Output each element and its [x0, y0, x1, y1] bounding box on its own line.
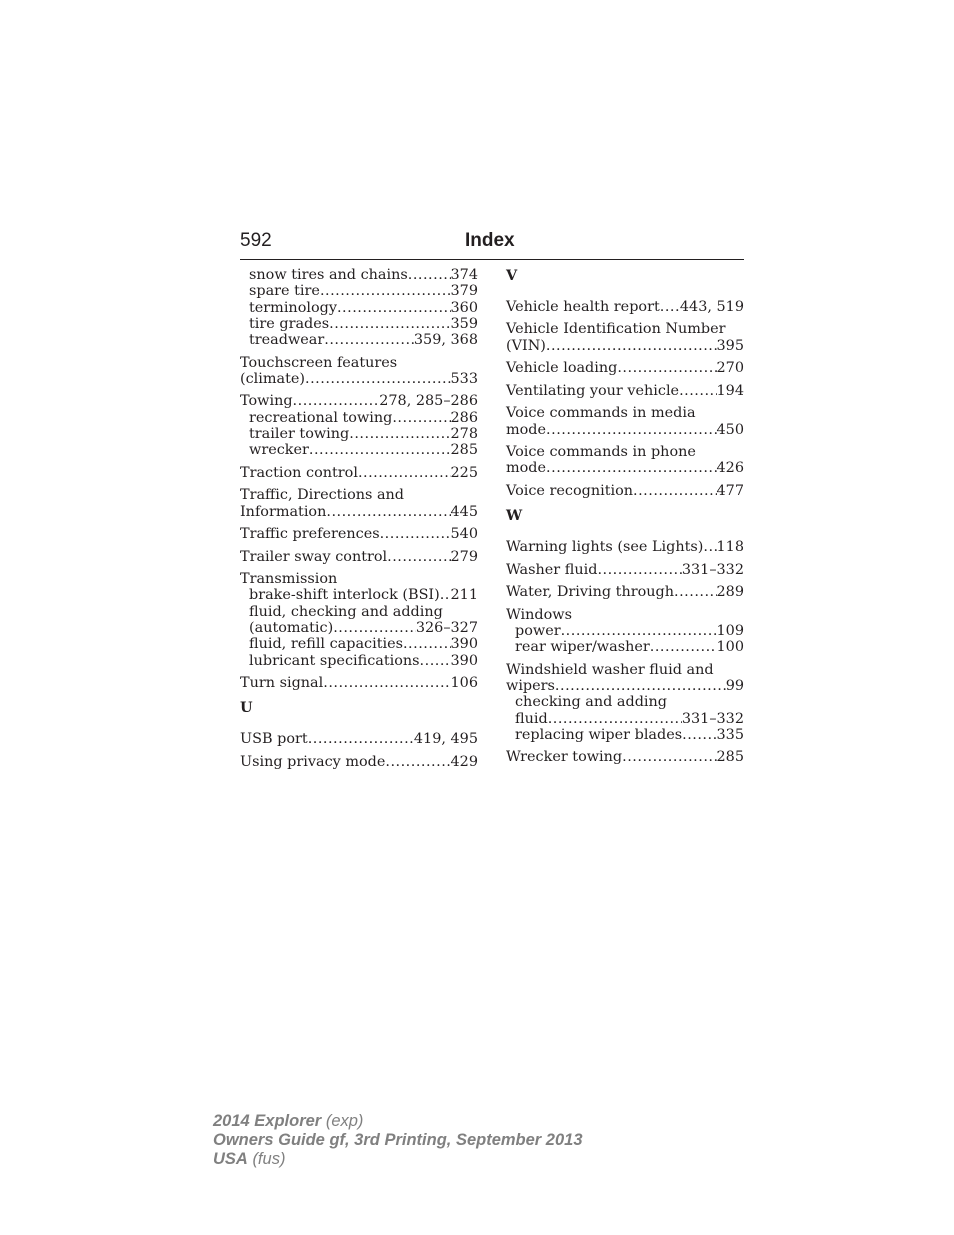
entry-term: Washer fluid	[506, 561, 598, 578]
dot-leader	[329, 316, 450, 332]
dot-leader	[650, 639, 717, 655]
index-entry	[240, 393, 478, 458]
index-subentry-line	[240, 300, 478, 316]
section-letter: U	[240, 699, 253, 717]
entry-term: Water, Driving through	[506, 584, 675, 601]
dot-leader	[561, 623, 717, 639]
index-entry-line	[506, 584, 744, 600]
index-entry	[506, 444, 744, 477]
index-entry-line	[506, 607, 744, 623]
entry-page-ref: 279	[450, 548, 478, 565]
index-entry-line	[506, 678, 744, 694]
page-title: Index	[465, 230, 515, 251]
index-entry-line	[506, 444, 744, 460]
index-entry	[506, 562, 744, 578]
entry-page-ref: 477	[716, 482, 744, 499]
index-entry	[506, 360, 744, 376]
index-column-right	[506, 267, 744, 772]
entry-term: lubricant specifications	[249, 652, 420, 669]
index-entry-line	[240, 754, 478, 770]
entry-term: Traffic, Directions and	[240, 487, 405, 504]
entry-term: (climate)	[240, 370, 306, 387]
entry-term: Information	[240, 503, 327, 520]
index-subentry-line	[240, 620, 478, 636]
document-footer	[213, 1112, 583, 1169]
index-subentry-line	[240, 587, 478, 603]
entry-page-ref: 211	[450, 587, 478, 604]
index-entry-line	[506, 749, 744, 765]
index-entry-line	[240, 465, 478, 481]
entry-page-ref: 326–327	[415, 619, 478, 636]
index-entry-line	[240, 371, 478, 387]
footer-line-2: Owners Guide gf, 3rd Printing, September 2013	[213, 1131, 583, 1149]
index-entry-line	[240, 504, 478, 520]
index-entry-line	[240, 571, 478, 587]
section-letter: V	[506, 267, 518, 284]
entry-page-ref: 289	[716, 584, 744, 601]
entry-term: Voice commands in media	[506, 405, 696, 422]
index-entry	[506, 299, 744, 315]
entry-term: Trailer sway control	[240, 548, 388, 565]
index-entry	[240, 267, 478, 348]
entry-page-ref: 390	[450, 652, 478, 669]
entry-page-ref: 443, 519	[679, 299, 744, 315]
index-subentry-line	[240, 442, 478, 458]
entry-term: wrecker	[249, 442, 309, 459]
index-entry-line	[240, 355, 478, 371]
dot-leader	[597, 562, 681, 578]
index-entry	[506, 483, 744, 499]
entry-term: terminology	[249, 299, 337, 316]
dot-leader	[324, 332, 414, 348]
index-entry	[240, 526, 478, 542]
index-entry-line	[240, 549, 478, 565]
entry-page-ref: 106	[450, 675, 478, 692]
entry-page-ref: 99	[725, 677, 744, 694]
entry-page-ref: 540	[450, 526, 478, 543]
entry-page-ref: 360	[450, 299, 478, 316]
entry-page-ref: 374	[450, 267, 478, 283]
entry-term: (automatic)	[249, 619, 334, 636]
entry-term: treadwear	[249, 332, 325, 349]
entry-page-ref: 390	[450, 636, 478, 653]
dot-leader	[403, 636, 451, 652]
entry-page-ref: 270	[716, 360, 744, 377]
dot-leader	[679, 383, 716, 399]
entry-term: recreational towing	[249, 409, 393, 426]
dot-leader	[633, 483, 717, 499]
page-header	[240, 229, 744, 260]
dot-leader	[305, 371, 451, 387]
index-entry-line	[506, 405, 744, 421]
index-entry-line	[506, 338, 744, 354]
index-subentry-line	[240, 283, 478, 299]
entry-term: mode	[506, 421, 547, 438]
index-entry	[506, 539, 744, 555]
entry-term: snow tires and chains	[249, 267, 408, 283]
entry-page-ref: 285	[716, 749, 744, 766]
entry-term: Vehicle health report	[506, 299, 660, 315]
entry-page-ref: 109	[716, 622, 744, 639]
entry-page-ref: 286	[450, 409, 478, 426]
entry-term: replacing wiper blades	[515, 726, 683, 743]
entry-page-ref: 359	[450, 315, 478, 332]
entry-term: Towing	[240, 393, 293, 410]
dot-leader	[385, 754, 450, 770]
entry-page-ref: 278, 285–286	[379, 393, 478, 410]
entry-term: Ventilating your vehicle	[506, 382, 680, 399]
index-entry	[240, 571, 478, 669]
dot-leader	[703, 539, 716, 555]
dot-leader	[333, 620, 416, 636]
entry-term: fluid	[515, 710, 548, 727]
index-entry-line	[506, 360, 744, 376]
index-entry	[506, 584, 744, 600]
dot-leader	[546, 422, 716, 438]
index-entry	[506, 321, 744, 354]
entry-page-ref: 533	[450, 370, 478, 387]
entry-page-ref: 118	[716, 539, 744, 556]
page-number: 592	[240, 230, 272, 251]
index-entry	[240, 549, 478, 565]
index-entry	[240, 355, 478, 388]
entry-page-ref: 100	[716, 639, 744, 656]
entry-page-ref: 445	[450, 503, 478, 520]
index-subentry-line	[240, 316, 478, 332]
dot-leader	[555, 678, 726, 694]
index-subentry-line	[240, 267, 478, 283]
dot-leader	[546, 338, 717, 354]
dot-leader	[349, 426, 450, 442]
dot-leader	[293, 393, 380, 409]
dot-leader	[320, 283, 451, 299]
entry-term: Vehicle Identification Number	[506, 321, 726, 338]
entry-page-ref: 429	[450, 753, 478, 770]
footer-line-1: 2014 Explorer (exp)	[213, 1112, 364, 1130]
dot-leader	[548, 711, 682, 727]
index-subentry-line	[240, 604, 478, 620]
dot-leader	[682, 727, 716, 743]
entry-page-ref: 335	[716, 726, 744, 743]
entry-term: Using privacy mode	[240, 753, 386, 770]
entry-term: trailer towing	[249, 426, 350, 443]
index-entry	[506, 662, 744, 743]
entry-page-ref: 419, 495	[413, 731, 478, 748]
index-entry	[240, 465, 478, 481]
entry-page-ref: 379	[450, 283, 478, 300]
dot-leader	[674, 584, 717, 600]
index-entry-line	[506, 321, 744, 337]
dot-leader	[420, 653, 451, 669]
index-entry-line	[506, 299, 744, 315]
index-entry-line	[506, 483, 744, 499]
entry-page-ref: 395	[716, 337, 744, 354]
entry-term: fluid, refill capacities	[249, 636, 403, 653]
index-subentry-line	[240, 426, 478, 442]
entry-page-ref: 225	[450, 464, 478, 481]
entry-term: power	[515, 622, 561, 639]
entry-term: Traction control	[240, 464, 358, 481]
entry-page-ref: 278	[450, 426, 478, 443]
index-entry-line	[240, 393, 478, 409]
dot-leader	[308, 731, 414, 747]
index-subentry-line	[240, 636, 478, 652]
dot-leader	[387, 549, 450, 565]
dot-leader	[358, 465, 451, 481]
entry-term: tire grades	[249, 315, 330, 332]
entry-page-ref: 359, 368	[413, 332, 478, 349]
index-entry	[506, 405, 744, 438]
index-entry-line	[240, 526, 478, 542]
dot-leader	[408, 267, 451, 283]
dot-leader	[546, 460, 716, 476]
entry-term: Warning lights (see Lights)	[506, 539, 704, 556]
dot-leader	[380, 526, 451, 542]
index-entry-line	[506, 383, 744, 399]
index-column-left	[240, 267, 478, 776]
index-subentry-line	[240, 653, 478, 669]
entry-term: Voice recognition	[506, 482, 634, 499]
index-subentry-line	[506, 623, 744, 639]
footer-line-3: USA (fus)	[213, 1150, 286, 1168]
entry-term: Wrecker towing	[506, 749, 623, 766]
entry-term: Touchscreen features	[240, 354, 398, 371]
index-entry-line	[506, 662, 744, 678]
dot-leader	[440, 587, 451, 603]
dot-leader	[660, 299, 680, 315]
index-subentry-line	[506, 639, 744, 655]
dot-leader	[326, 504, 450, 520]
index-entry	[506, 383, 744, 399]
index-entry	[240, 754, 478, 770]
entry-term: Voice commands in phone	[506, 444, 696, 461]
index-subentry-line	[506, 694, 744, 710]
entry-term: rear wiper/washer	[515, 639, 650, 656]
index-entry-line	[506, 460, 744, 476]
entry-term: (VIN)	[506, 337, 546, 354]
entry-term: Transmission	[240, 571, 338, 588]
index-entry	[506, 607, 744, 656]
entry-page-ref: 331–332	[681, 710, 744, 727]
entry-term: Windows	[506, 606, 572, 623]
index-subentry-line	[240, 410, 478, 426]
entry-term: wipers	[506, 677, 555, 694]
dot-leader	[337, 300, 451, 316]
index-entry	[240, 487, 478, 520]
entry-term: USB port	[240, 731, 308, 748]
entry-page-ref: 285	[450, 442, 478, 459]
entry-term: Traffic preferences	[240, 526, 380, 543]
dot-leader	[392, 410, 450, 426]
index-subentry-line	[506, 727, 744, 743]
index-subentry-line	[240, 332, 478, 348]
entry-term: spare tire	[249, 283, 320, 300]
index-entry-line	[506, 539, 744, 555]
index-entry-line	[240, 731, 478, 747]
dot-leader	[309, 442, 451, 458]
entry-term: brake-shift interlock (BSI)	[249, 587, 440, 604]
entry-page-ref: 426	[716, 460, 744, 477]
index-entry	[506, 749, 744, 765]
entry-page-ref: 450	[716, 421, 744, 438]
section-letter: W	[506, 507, 523, 525]
index-entry	[240, 675, 478, 691]
entry-term: Turn signal	[240, 675, 324, 692]
dot-leader	[617, 360, 716, 376]
index-entry-line	[506, 562, 744, 578]
index-entry	[240, 731, 478, 747]
entry-term: mode	[506, 460, 547, 477]
index-entry-line	[506, 422, 744, 438]
entry-page-ref: 331–332	[681, 561, 744, 578]
index-subentry-line	[506, 711, 744, 727]
entry-term: Windshield washer fluid and	[506, 661, 714, 678]
entry-page-ref: 194	[716, 382, 744, 399]
index-entry-line	[240, 675, 478, 691]
dot-leader	[323, 675, 450, 691]
entry-term: checking and adding	[515, 694, 668, 711]
index-entry-line	[240, 487, 478, 503]
entry-term: fluid, checking and adding	[249, 603, 443, 620]
entry-term: Vehicle loading	[506, 360, 618, 377]
dot-leader	[622, 749, 716, 765]
